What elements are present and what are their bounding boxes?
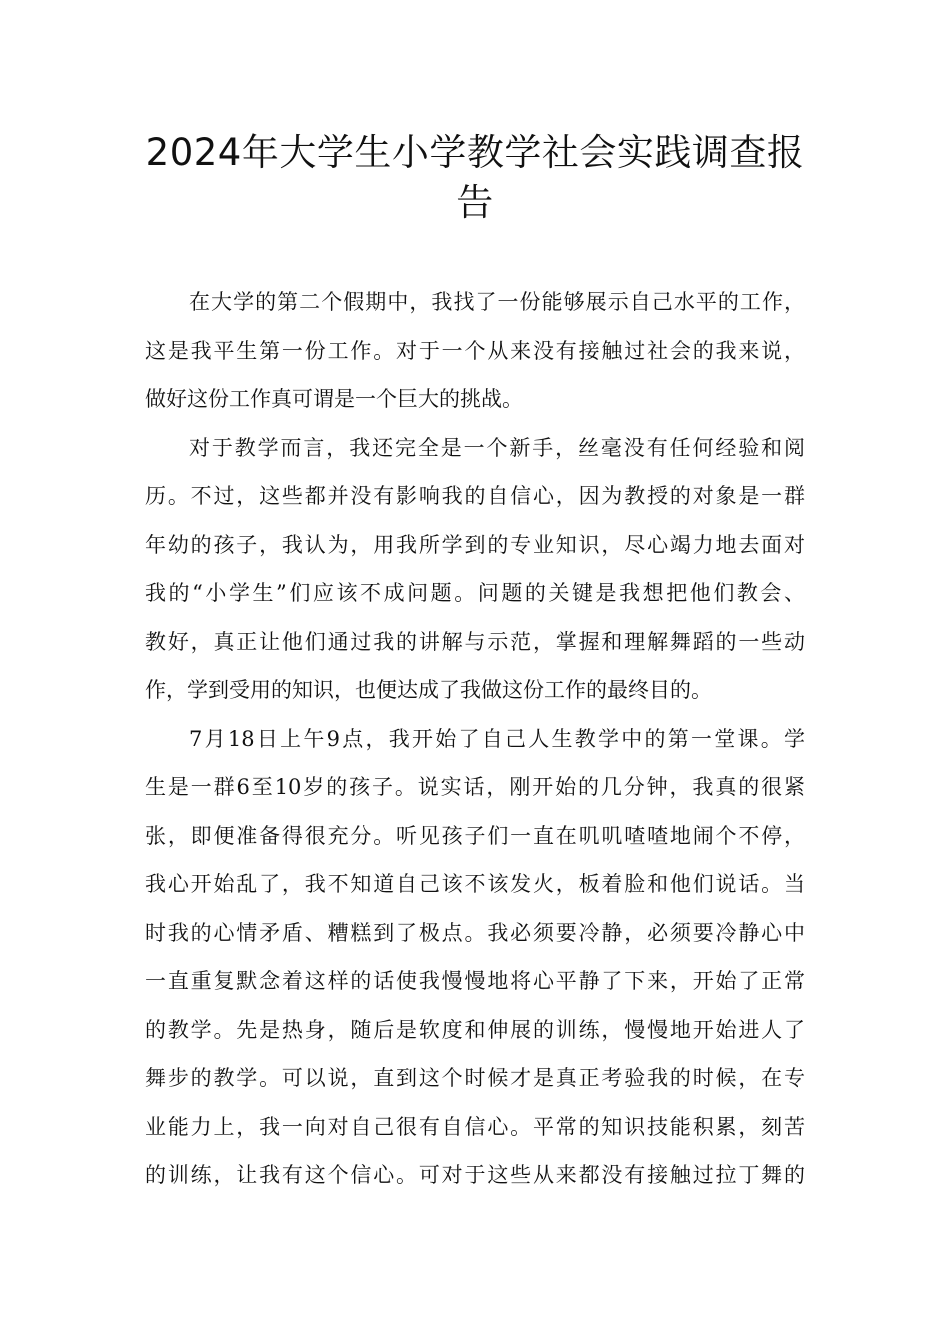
text-line: 对于教学而言，我还完全是一个新手，丝毫没有任何经验和阅 bbox=[189, 435, 805, 460]
text-line: 我的“小学生”们应该不成问题。问题的关键是我想把他们教会、 bbox=[145, 581, 805, 605]
paragraph bbox=[145, 424, 805, 715]
text-line: 年幼的孩子，我认为，用我所学到的专业知识，尽心竭力地去面对 bbox=[145, 532, 805, 557]
text-line: 这是我平生第一份工作。对于一个从来没有接触过社会的我来说， bbox=[145, 338, 805, 363]
paragraph bbox=[145, 278, 805, 424]
text-line: 张，即便准备得很充分。听见孩子们一直在叽叽喳喳地闹个不停， bbox=[145, 823, 805, 848]
text-line: 业能力上，我一向对自己很有自信心。平常的知识技能积累，刻苦 bbox=[145, 1114, 805, 1139]
text-line: 做好这份工作真可谓是一个巨大的挑战。 bbox=[145, 387, 523, 411]
text-line: 的教学。先是热身，随后是软度和伸展的训练，慢慢地开始进人了 bbox=[145, 1017, 805, 1042]
title-line-1: 2024年大学生小学教学社会实践调查报 bbox=[145, 131, 805, 174]
document-body bbox=[145, 278, 805, 1200]
text-line: 作，学到受用的知识，也便达成了我做这份工作的最终目的。 bbox=[145, 678, 712, 702]
text-line: 7月18日上午9点，我开始了自己人生教学中的第一堂课。学 bbox=[189, 726, 805, 751]
text-line: 舞步的教学。可以说，直到这个时候才是真正考验我的时候，在专 bbox=[145, 1066, 805, 1090]
text-line: 教好，真正让他们通过我的讲解与示范，掌握和理解舞蹈的一些动 bbox=[145, 629, 805, 654]
document-title bbox=[120, 128, 830, 228]
title-line-2: 告 bbox=[456, 181, 494, 224]
text-line: 历。不过，这些都并没有影响我的自信心，因为教授的对象是一群 bbox=[145, 484, 805, 508]
text-line: 时我的心情矛盾、糟糕到了极点。我必须要冷静，必须要冷静心中 bbox=[145, 920, 805, 945]
text-line: 我心开始乱了，我不知道自己该不该发火，板着脸和他们说话。当 bbox=[145, 872, 805, 896]
text-line: 在大学的第二个假期中，我找了一份能够展示自己水平的工作， bbox=[189, 290, 805, 314]
text-line: 的训练，让我有这个信心。可对于这些从来都没有接触过拉丁舞的 bbox=[145, 1163, 805, 1187]
text-line: 一直重复默念着这样的话使我慢慢地将心平静了下来，开始了正常 bbox=[145, 969, 805, 993]
paragraph bbox=[145, 715, 805, 1200]
text-line: 生是一群6至10岁的孩子。说实话，刚开始的几分钟，我真的很紧 bbox=[145, 775, 805, 799]
